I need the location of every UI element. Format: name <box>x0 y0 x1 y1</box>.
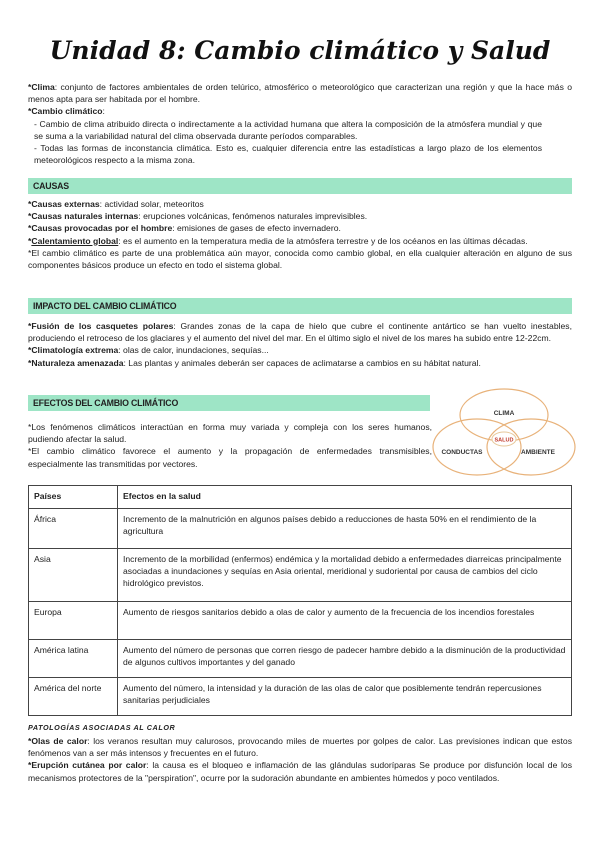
clima-definition: *Clima: conjunto de factores ambientales de orden telúrico, atmosférico o meteorológico que caracterizan una región y que la hace más o menos apta para ser habitada por el hombre. <box>28 82 572 105</box>
list-item: *Fusión de los casquetes polares: Grandes zonas de la capa de hielo que cubre el continente antártico se han vuelto inestables, produciendo el retroceso de los glaciares y el aumento del nivel del mar. En el último siglo el nivel de los mares ha subido entre 12-22cm. <box>28 321 572 344</box>
country-cell: América latina <box>29 640 118 678</box>
conductas-circle <box>433 419 521 475</box>
venn-label-salud: SALUD <box>494 437 514 444</box>
section-band-efectos <box>28 395 430 411</box>
table-row <box>29 509 572 549</box>
country-cell: África <box>29 509 118 549</box>
venn-label-clima: CLIMA <box>493 410 515 417</box>
page-title: Unidad 8: Cambio climático y Salud <box>49 36 551 65</box>
country-cell: América del norte <box>29 678 118 716</box>
efectos-paragraph-2: *El cambio climático favorece el aumento y la propagación de enfermedades transmisibles, especialmente las transmitidas por vectores. <box>28 446 432 469</box>
effect-cell: Incremento de la malnutrición en algunos países debido a reducciones de hasta 50% en el rendimiento de la agricultura <box>118 509 572 549</box>
ambiente-circle <box>487 419 575 475</box>
table-row <box>29 640 572 678</box>
cambio-heading: *Cambio climático: <box>28 106 105 117</box>
list-item: *Calentamiento global: es el aumento en la temperatura media de la atmósfera terrestre y de los océanos en las últimas décadas. <box>28 235 528 246</box>
patologias-heading: PATOLOGÍAS ASOCIADAS AL CALOR <box>28 723 176 732</box>
section-heading: IMPACTO DEL CAMBIO CLIMÁTICO <box>33 301 177 311</box>
section-band-causas <box>28 178 572 194</box>
country-cell: Europa <box>29 602 118 640</box>
cambio-bullet-2: - Todas las formas de inconstancia climática. Esto es, cualquier diferencia entre las estadísticas a largo plazo de los elementos meteorológicos respecto a la misma zona. <box>34 143 542 166</box>
venn-diagram <box>429 387 579 479</box>
intro-section <box>28 81 572 166</box>
causas-section <box>28 198 572 271</box>
list-item: *Erupción cutánea por calor: la causa es el bloqueo e inflamación de las glándulas sudoríparas Se produce por disfunción local de los mecanismos protectores de la "perspiration", ocurre por la sudoración abundante en ambientes húmedos y poco ventilados. <box>28 760 572 783</box>
column-header: Efectos en la salud <box>118 486 572 509</box>
country-cell: Asia <box>29 549 118 602</box>
venn-label-ambiente: AMBIENTE <box>521 449 555 456</box>
effect-cell: Aumento de riesgos sanitarios debido a olas de calor y aumento de la frecuencia de los incendios forestales <box>118 602 572 640</box>
cambio-bullet-1: - Cambio de clima atribuido directa o indirectamente a la actividad humana que altera la composición de la atmósfera mundial y que se suma a la variabilidad natural del clima observada durante períodos comparables. <box>34 118 542 141</box>
list-item: *Naturaleza amenazada: Las plantas y animales deberán ser capaces de aclimatarse a cambios en su hábitat natural. <box>28 357 481 368</box>
list-item: *Causas externas: actividad solar, meteoritos <box>28 199 204 209</box>
efectos-paragraph-1: *Los fenómenos climáticos interactúan en forma muy variada y compleja con los seres humanos, pudiendo afectar la salud. <box>28 422 432 445</box>
list-item: *Climatología extrema: olas de calor, inundaciones, sequías... <box>28 345 269 356</box>
table-row <box>29 549 572 602</box>
effect-cell: Aumento del número, la intensidad y la duración de las olas de calor que posiblemente tendrán repercusiones sanitarias perjudiciales <box>118 678 572 716</box>
table-header-row <box>29 486 572 509</box>
section-heading: CAUSAS <box>33 181 69 191</box>
venn-label-conductas: CONDUCTAS <box>441 449 483 456</box>
impacto-section <box>28 320 572 369</box>
column-header: Países <box>29 486 118 509</box>
clima-term: *Clima <box>28 82 55 92</box>
table-row <box>29 678 572 716</box>
list-item: *Causas provocadas por el hombre: emisiones de gases de efecto invernadero. <box>28 223 341 234</box>
list-item: *Olas de calor: los veranos resultan muy calurosos, provocando miles de muertes por golpes de calor. Las previsiones indican que estos fenómenos van a ser más intensos y frecuentes en el futuro. <box>28 736 572 759</box>
table-row <box>29 602 572 640</box>
efectos-section <box>28 421 432 470</box>
section-heading: EFECTOS DEL CAMBIO CLIMÁTICO <box>33 398 179 408</box>
section-band-impacto <box>28 298 572 314</box>
patologias-section <box>28 735 572 784</box>
health-effects-table <box>28 485 572 716</box>
global-paragraph: *El cambio climático es parte de una problemática aún mayor, conocida como cambio global, en ella cualquier alteración en alguno de sus componentes básicos produce un efecto en todo el sistema global. <box>28 247 572 271</box>
list-item: *Causas naturales internas: erupciones volcánicas, fenómenos naturales imprevisibles. <box>28 211 368 222</box>
effect-cell: Incremento de la morbilidad (enfermos) endémica y la mortalidad debido a enfermedades diarreicas principalmente asociadas a inundaciones y sequías en Asia oriental, meridional y sudoriental por causa de cambios del ciclo hidrológico previstos. <box>118 549 572 602</box>
calentamiento-term: Calentamiento global <box>31 235 119 246</box>
effect-cell: Aumento del número de personas que corren riesgo de padecer hambre debido a la disminución de la productividad de algunos cultivos importantes y del ganado <box>118 640 572 678</box>
